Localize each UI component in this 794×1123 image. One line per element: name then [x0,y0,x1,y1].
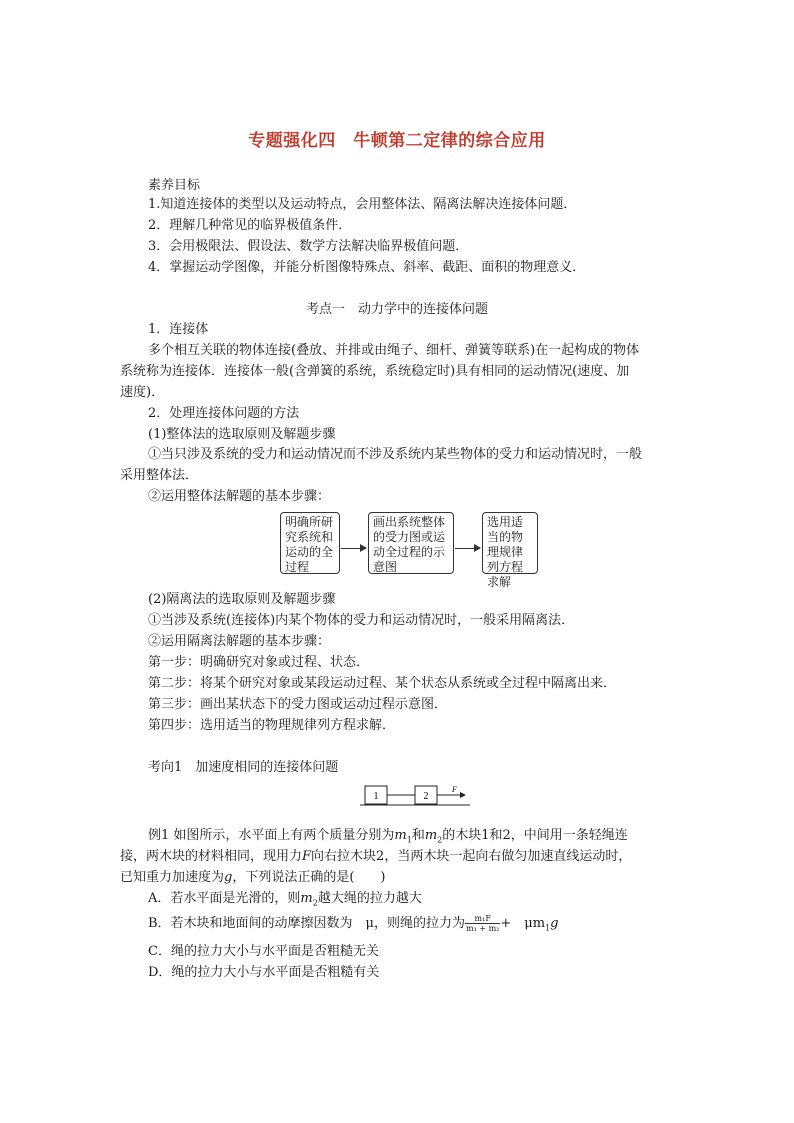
option-c: C．绳的拉力大小与水平面是否粗糙无关 [148,944,379,959]
block-diagram [360,784,470,810]
paragraph-text: 系统称为连接体．连接体一般(含弹簧的系统，系统稳定时)具有相同的运动情况(速度、加 [120,364,630,379]
paragraph-text: 采用整体法． [120,468,199,483]
kaoxiang-heading: 考向1 加速度相同的连接体问题 [148,760,339,775]
paragraph-text: 速度)． [120,385,165,400]
step-4: 第四步：选用适当的物理规律列方程求解． [148,718,396,733]
step-3: 第三步：画出某状态下的受力图或运动过程示意图． [148,697,448,712]
paragraph-text: ①当涉及系统(连接体)内某个物体的受力和运动情况时，一般采用隔离法． [148,613,575,628]
goal-item-1: 1.知道连接体的类型以及运动特点，会用整体法、隔离法解决连接体问题． [148,197,577,212]
step-1: 第一步：明确研究对象或过程、状态． [148,655,370,670]
flow-arrow [455,548,480,549]
force-arrow-head [460,792,466,798]
flow-step-1: 明确所研究系统和运动的全过程 [280,512,340,574]
option-b: B．若木块和地面间的动摩擦因数为 μ，则绳的拉力为 $\frac{\text{m₁F}}{\text{m₁ + m₂}}$ + $\mu m_1g$ [148,914,559,933]
goal-item-2: 2．理解几种常见的临界极值条件． [148,218,352,233]
fraction: $\frac{\text{m₁F}}{\text{m₁ + m₂}}$ [466,914,500,933]
force-label: F [452,785,457,794]
flow-step-3: 选用适当的物理规律列方程求解 [482,512,538,574]
paragraph-title: 1．连接体 [148,322,209,337]
subheading: (1)整体法的选取原则及解题步骤 [148,427,336,442]
option-d: D．绳的拉力大小与水平面是否粗糙有关 [148,965,380,980]
section-heading: 考点一 动力学中的连接体问题 [305,302,488,317]
option-a: A．若水平面是光滑的，则$m_2$越大绳的拉力越大 [148,891,422,908]
subheading: (2)隔离法的选取原则及解题步骤 [148,592,336,607]
flow-step-2: 画出系统整体的受力图或运动全过程的示意图 [368,512,454,574]
paragraph-title: 2．处理连接体问题的方法 [148,406,300,421]
page-title: 专题强化四 牛顿第二定律的综合应用 [248,131,546,151]
example-line-2: 接，两木块的材料相同，现用力F向右拉木块2，当两木块一起向右做匀加速直线运动时， [120,849,632,864]
paragraph-text: 多个相互关联的物体连接(叠放、并排或由绳子、细杆、弹簧等联系)在一起构成的物体 [148,343,640,358]
goal-item-4: 4．掌握运动学图像，并能分析图像特殊点、斜率、截距、面积的物理意义． [148,260,586,275]
example-line-1: 例1 如图所示，水平面上有两个质量分别为$m_1$和$m_2$的木块1和2，中间用一条轻绳连 [148,828,628,845]
block-2-label: 2 [423,791,429,802]
paragraph-text: ①当只涉及系统的受力和运动情况而不涉及系统内某些物体的受力和运动情况时，一般 [148,447,643,462]
goal-item-3: 3．会用极限法、假设法、数学方法解决临界极值问题． [148,239,469,254]
goals-heading: 素养目标 [148,178,201,193]
block-1-label: 1 [373,791,379,802]
step-2: 第二步：将某个研究对象或某段运动过程、某个状态从系统或全过程中隔离出来． [148,676,617,691]
flow-arrow [341,548,366,549]
paragraph-text: ②运用隔离法解题的基本步骤： [148,634,331,649]
paragraph-text: ②运用整体法解题的基本步骤： [148,489,331,504]
flowchart [280,512,540,589]
example-line-3: 已知重力加速度为g，下列说法正确的是( ) [120,870,386,885]
